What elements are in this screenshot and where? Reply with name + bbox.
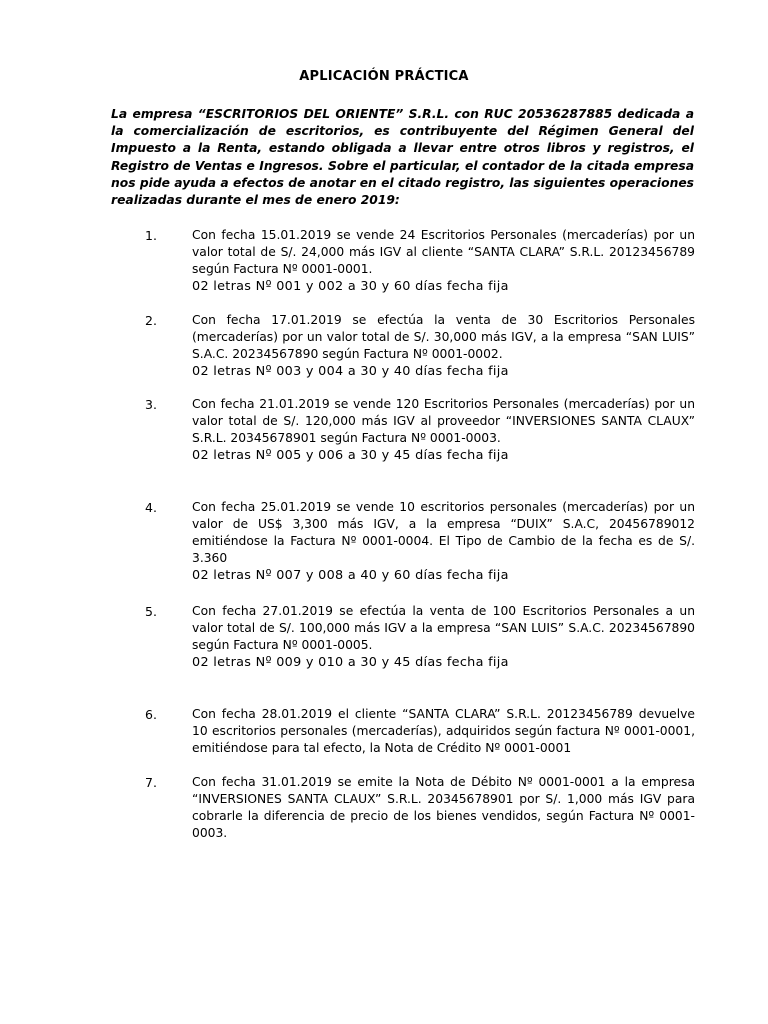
- item-number: 2.: [145, 313, 157, 328]
- item-letras: 02 letras Nº 009 y 010 a 30 y 45 días fecha fija: [192, 655, 509, 670]
- item-letras: 02 letras Nº 003 y 004 a 30 y 40 días fecha fija: [192, 364, 509, 379]
- item-number: 7.: [145, 775, 157, 790]
- intro-paragraph: La empresa “ESCRITORIOS DEL ORIENTE” S.R.L. con RUC 20536287885 dedicada a la comercialización de escritorios, es contribuyente del Régimen General del Impuesto a la Renta, estando obligada a llevar entre otros libros y registros, el Registro de Ventas e Ingresos. Sobre el particular, el contador de la citada empresa nos pide ayuda a efectos de anotar en el citado registro, las siguientes operaciones realizadas durante el mes de enero 2019:: [111, 107, 694, 208]
- item-number: 4.: [145, 500, 157, 515]
- document-title: APLICACIÓN PRÁCTICA: [299, 69, 469, 84]
- item-body: [192, 706, 695, 757]
- item-body: [192, 499, 695, 585]
- item-letras: 02 letras Nº 005 y 006 a 30 y 45 días fecha fija: [192, 448, 509, 463]
- item-number: 3.: [145, 397, 157, 412]
- item-body: [192, 227, 695, 296]
- item-body: [192, 603, 695, 672]
- item-text: Con fecha 31.01.2019 se emite la Nota de Débito Nº 0001-0001 a la empresa “INVERSIONES SANTA CLAUX” S.R.L. 20345678901 por S/. 1,000 más IGV para cobrarle la diferencia de precio de los bienes vendidos, según Factura Nº 0001-0003.: [192, 775, 695, 840]
- item-body: [192, 774, 695, 842]
- item-number: 6.: [145, 707, 157, 722]
- item-text: Con fecha 15.01.2019 se vende 24 Escritorios Personales (mercaderías) por un valor total de S/. 24,000 más IGV al cliente “SANTA CLARA” S.R.L. 20123456789 según Factura Nº 0001-0001.: [192, 228, 695, 276]
- item-letras: 02 letras Nº 001 y 002 a 30 y 60 días fecha fija: [192, 279, 509, 294]
- item-letras: 02 letras Nº 007 y 008 a 40 y 60 días fecha fija: [192, 568, 509, 583]
- item-body: [192, 396, 695, 465]
- item-text: Con fecha 27.01.2019 se efectúa la venta de 100 Escritorios Personales a un valor total de S/. 100,000 más IGV a la empresa “SAN LUIS” S.A.C. 20234567890 según Factura Nº 0001-0005.: [192, 604, 695, 652]
- item-number: 5.: [145, 604, 157, 619]
- item-text: Con fecha 28.01.2019 el cliente “SANTA CLARA” S.R.L. 20123456789 devuelve 10 escritorios personales (mercaderías), adquiridos según factura Nº 0001-0001, emitiéndose para tal efecto, la Nota de Crédito Nº 0001-0001: [192, 707, 695, 755]
- item-body: [192, 312, 695, 381]
- item-text: Con fecha 25.01.2019 se vende 10 escritorios personales (mercaderías) por un valor de US$ 3,300 más IGV, a la empresa “DUIX” S.A.C, 20456789012 emitiéndose la Factura Nº 0001-0004. El Tipo de Cambio de la fecha es de S/. 3.360: [192, 500, 695, 565]
- item-number: 1.: [145, 228, 157, 243]
- item-text: Con fecha 17.01.2019 se efectúa la venta de 30 Escritorios Personales (mercaderías) por un valor total de S/. 30,000 más IGV, a la empresa “SAN LUIS” S.A.C. 20234567890 según Factura Nº 0001-0002.: [192, 313, 695, 361]
- item-text: Con fecha 21.01.2019 se vende 120 Escritorios Personales (mercaderías) por un valor total de S/. 120,000 más IGV al proveedor “INVERSIONES SANTA CLAUX” S.R.L. 20345678901 según Factura Nº 0001-0003.: [192, 397, 695, 445]
